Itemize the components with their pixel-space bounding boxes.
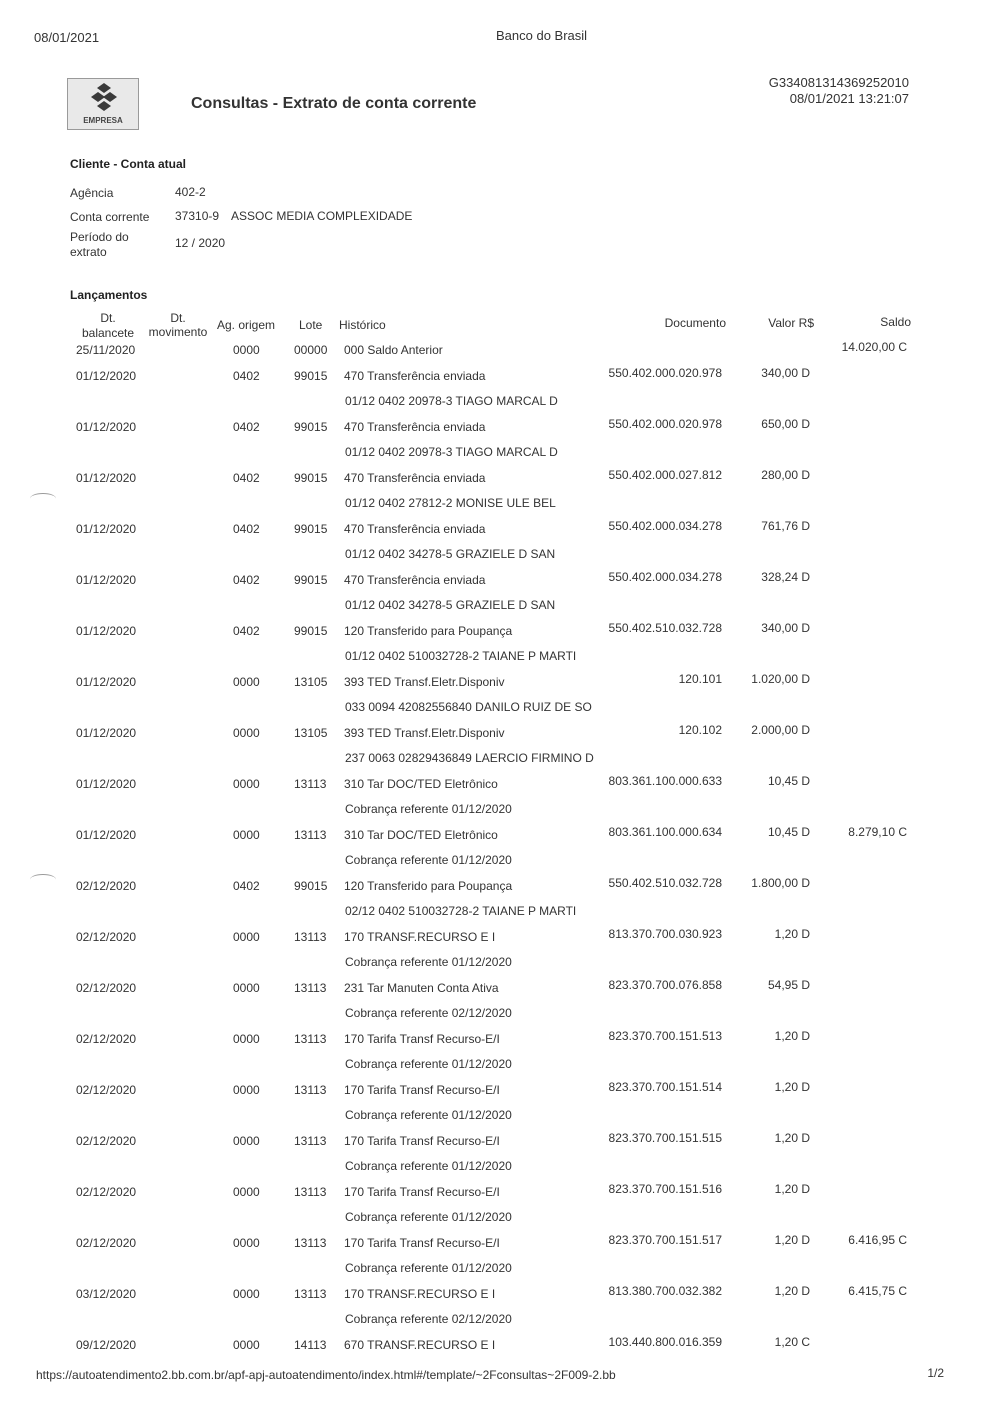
row-documento: 823.370.700.151.517: [608, 1233, 722, 1247]
row-detail: 02/12 0402 510032728-2 TAIANE P MARTI: [345, 904, 577, 918]
col-ag-origem: Ag. origem: [217, 318, 276, 332]
row-valor: 1,20 D: [774, 1080, 810, 1094]
col-dt-balancete-line2: balancete: [81, 326, 135, 340]
row-ag-origem: 0000: [233, 930, 260, 944]
row-documento: 813.370.700.030.923: [608, 927, 722, 941]
row-historico: 170 TRANSF.RECURSO E I: [344, 1287, 496, 1301]
row-ag-origem: 0000: [233, 1185, 260, 1199]
page-title: Consultas - Extrato de conta corrente: [191, 95, 477, 112]
row-documento: 550.402.000.034.278: [608, 570, 722, 584]
row-documento: 103.440.800.016.359: [608, 1335, 722, 1349]
row-valor: 340,00 D: [761, 621, 810, 635]
footer-url: https://autoatendimento2.bb.com.br/apf-apj-autoatendimento/index.html#/template/~2Fconsultas~2F009-2.bb: [36, 1368, 616, 1382]
row-documento: 813.380.700.032.382: [608, 1284, 722, 1298]
row-valor: 1,20 D: [774, 1131, 810, 1145]
col-saldo: Saldo: [880, 315, 911, 329]
row-detail: Cobrança referente 01/12/2020: [345, 1057, 512, 1071]
row-date: 02/12/2020: [76, 981, 137, 995]
bank-logo: [67, 78, 139, 130]
row-ag-origem: 0000: [233, 1236, 260, 1250]
row-lote: 13113: [294, 1287, 327, 1301]
row-ag-origem: 0000: [233, 675, 260, 689]
row-historico: 470 Transferência enviada: [344, 471, 486, 485]
row-valor: 280,00 D: [761, 468, 810, 482]
row-historico: 470 Transferência enviada: [344, 420, 486, 434]
row-documento: 823.370.700.151.516: [608, 1182, 722, 1196]
row-valor: 1,20 D: [774, 1029, 810, 1043]
col-documento: Documento: [664, 316, 726, 330]
row-documento: 823.370.700.151.514: [608, 1080, 722, 1094]
auth-code: G334081314369252010: [768, 75, 909, 90]
row-valor: 1,20 D: [774, 1233, 810, 1247]
row-historico: 470 Transferência enviada: [344, 573, 486, 587]
row-date: 01/12/2020: [76, 420, 137, 434]
row-valor: 340,00 D: [761, 366, 810, 380]
row-date: 01/12/2020: [76, 573, 137, 587]
row-lote: 13113: [294, 828, 327, 842]
row-ag-origem: 0402: [233, 420, 260, 434]
scan-mark: [30, 874, 56, 885]
row-documento: 550.402.000.034.278: [608, 519, 722, 533]
row-lote: 99015: [294, 369, 328, 383]
row-detail: Cobrança referente 01/12/2020: [345, 1210, 512, 1224]
row-date: 02/12/2020: [76, 930, 137, 944]
row-date: 01/12/2020: [76, 726, 137, 740]
row-lote: 99015: [294, 879, 328, 893]
row-detail: Cobrança referente 01/12/2020: [345, 1159, 512, 1173]
row-lote: 99015: [294, 420, 328, 434]
row-lote: 99015: [294, 471, 328, 485]
row-date: 03/12/2020: [76, 1287, 137, 1301]
row-saldo: 14.020,00 C: [841, 340, 907, 354]
row-date: 01/12/2020: [76, 369, 137, 383]
row-ag-origem: 0000: [233, 343, 260, 357]
row-saldo: 6.416,95 C: [848, 1233, 907, 1247]
col-dt-movimento-line2: movimento: [148, 325, 208, 339]
row-ag-origem: 0000: [233, 1287, 260, 1301]
row-lote: 13105: [294, 675, 328, 689]
auth-datetime: 08/01/2021 13:21:07: [789, 91, 909, 106]
row-date: 01/12/2020: [76, 624, 137, 638]
row-date: 02/12/2020: [76, 1134, 137, 1148]
row-valor: 1.020,00 D: [751, 672, 810, 686]
row-date: 02/12/2020: [76, 1083, 137, 1097]
row-lote: 13113: [294, 1236, 327, 1250]
row-documento: 120.102: [678, 723, 722, 737]
row-date: 01/12/2020: [76, 777, 137, 791]
row-ag-origem: 0000: [233, 1083, 260, 1097]
row-valor: 2.000,00 D: [751, 723, 810, 737]
row-historico: 310 Tar DOC/TED Eletrônico: [344, 777, 498, 791]
row-detail: 01/12 0402 34278-5 GRAZIELE D SAN: [345, 547, 556, 561]
conta-value: 37310-9: [175, 209, 220, 223]
row-documento: 803.361.100.000.633: [608, 774, 722, 788]
row-detail: 01/12 0402 20978-3 TIAGO MARCAL D: [345, 394, 558, 408]
row-valor: 10,45 D: [767, 825, 810, 839]
row-historico: 470 Transferência enviada: [344, 522, 486, 536]
row-detail: Cobrança referente 01/12/2020: [345, 853, 512, 867]
row-lote: 13113: [294, 930, 327, 944]
col-dt-balancete-line1: Dt.: [100, 311, 116, 325]
row-documento: 803.361.100.000.634: [608, 825, 722, 839]
row-ag-origem: 0402: [233, 369, 260, 383]
logo-caption: EMPRESA: [83, 116, 123, 125]
row-historico: 393 TED Transf.Eletr.Disponiv: [344, 675, 505, 689]
row-lote: 13113: [294, 1032, 327, 1046]
periodo-label-line1: Período do: [70, 230, 129, 244]
row-ag-origem: 0402: [233, 522, 260, 536]
scan-mark: [30, 493, 56, 504]
row-lote: 13113: [294, 1185, 327, 1199]
row-valor: 328,24 D: [761, 570, 810, 584]
agencia-value: 402-2: [175, 185, 206, 199]
row-detail: Cobrança referente 02/12/2020: [345, 1312, 512, 1326]
row-ag-origem: 0000: [233, 726, 260, 740]
periodo-label-line2: extrato: [70, 245, 107, 259]
row-saldo: 6.415,75 C: [848, 1284, 907, 1298]
row-ag-origem: 0000: [233, 1134, 260, 1148]
lancamentos-section-title: Lançamentos: [70, 288, 148, 302]
row-detail: 01/12 0402 34278-5 GRAZIELE D SAN: [345, 598, 556, 612]
row-documento: 550.402.000.027.812: [608, 468, 722, 482]
row-documento: 550.402.000.020.978: [608, 366, 722, 380]
row-valor: 1,20 D: [774, 927, 810, 941]
row-valor: 1.800,00 D: [751, 876, 810, 890]
row-historico: 170 Tarifa Transf Recurso-E/I: [344, 1185, 500, 1199]
row-detail: 01/12 0402 27812-2 MONISE ULE BEL: [345, 496, 556, 510]
row-documento: 823.370.700.151.515: [608, 1131, 722, 1145]
row-historico: 170 TRANSF.RECURSO E I: [344, 930, 496, 944]
row-detail: Cobrança referente 01/12/2020: [345, 1261, 512, 1275]
row-lote: 13113: [294, 1134, 327, 1148]
row-date: 25/11/2020: [76, 343, 136, 357]
row-date: 01/12/2020: [76, 522, 137, 536]
row-date: 01/12/2020: [76, 471, 137, 485]
row-lote: 13113: [294, 1083, 327, 1097]
row-valor: 1,20 D: [774, 1182, 810, 1196]
row-lote: 13105: [294, 726, 328, 740]
col-historico: Histórico: [339, 318, 386, 332]
row-detail: 033 0094 42082556840 DANILO RUIZ DE SO: [345, 700, 592, 714]
row-date: 02/12/2020: [76, 1236, 137, 1250]
periodo-value: 12 / 2020: [175, 236, 226, 250]
row-lote: 99015: [294, 522, 328, 536]
col-valor: Valor R$: [768, 316, 814, 330]
row-lote: 14113: [294, 1338, 327, 1352]
row-ag-origem: 0402: [233, 879, 260, 893]
row-historico: 120 Transferido para Poupança: [344, 624, 513, 638]
row-date: 02/12/2020: [76, 879, 137, 893]
row-valor: 54,95 D: [767, 978, 810, 992]
row-detail: 01/12 0402 510032728-2 TAIANE P MARTI: [345, 649, 577, 663]
bank-name: Banco do Brasil: [496, 28, 588, 43]
row-valor: 761,76 D: [761, 519, 810, 533]
col-lote: Lote: [299, 318, 323, 332]
row-lote: 00000: [294, 343, 328, 357]
titular-name: ASSOC MEDIA COMPLEXIDADE: [231, 209, 413, 223]
col-dt-movimento-line1: Dt.: [170, 311, 186, 325]
row-valor: 10,45 D: [767, 774, 810, 788]
agencia-label: Agência: [70, 186, 114, 200]
row-historico: 470 Transferência enviada: [344, 369, 486, 383]
bb-logo-icon: [90, 83, 118, 113]
row-historico: 393 TED Transf.Eletr.Disponiv: [344, 726, 505, 740]
row-date: 01/12/2020: [76, 828, 137, 842]
row-ag-origem: 0402: [233, 624, 260, 638]
row-documento: 823.370.700.151.513: [608, 1029, 722, 1043]
row-date: 01/12/2020: [76, 675, 137, 689]
row-documento: 550.402.510.032.728: [608, 876, 722, 890]
row-ag-origem: 0000: [233, 828, 260, 842]
row-ag-origem: 0402: [233, 573, 260, 587]
row-historico: 170 Tarifa Transf Recurso-E/I: [344, 1083, 500, 1097]
row-historico: 170 Tarifa Transf Recurso-E/I: [344, 1134, 500, 1148]
row-detail: Cobrança referente 01/12/2020: [345, 1108, 512, 1122]
row-historico: 120 Transferido para Poupança: [344, 879, 513, 893]
row-documento: 550.402.000.020.978: [608, 417, 722, 431]
row-detail: 237 0063 02829436849 LAERCIO FIRMINO D: [345, 751, 594, 765]
row-date: 02/12/2020: [76, 1185, 137, 1199]
row-ag-origem: 0000: [233, 1032, 260, 1046]
row-historico: 670 TRANSF.RECURSO E I: [344, 1338, 496, 1352]
row-saldo: 8.279,10 C: [848, 825, 907, 839]
row-detail: Cobrança referente 01/12/2020: [345, 802, 512, 816]
row-historico: 000 Saldo Anterior: [344, 343, 443, 357]
row-historico: 310 Tar DOC/TED Eletrônico: [344, 828, 498, 842]
conta-label: Conta corrente: [70, 210, 150, 224]
row-historico: 170 Tarifa Transf Recurso-E/I: [344, 1236, 500, 1250]
row-ag-origem: 0000: [233, 981, 260, 995]
row-lote: 99015: [294, 624, 328, 638]
row-documento: 120.101: [678, 672, 722, 686]
row-ag-origem: 0000: [233, 777, 260, 791]
row-detail: Cobrança referente 02/12/2020: [345, 1006, 512, 1020]
row-date: 02/12/2020: [76, 1032, 137, 1046]
row-valor: 650,00 D: [761, 417, 810, 431]
row-historico: 231 Tar Manuten Conta Ativa: [344, 981, 499, 995]
row-lote: 13113: [294, 777, 327, 791]
row-valor: 1,20 C: [774, 1335, 810, 1349]
page-number: 1/2: [927, 1366, 944, 1380]
row-valor: 1,20 D: [774, 1284, 810, 1298]
client-section-title: Cliente - Conta atual: [70, 157, 187, 171]
row-ag-origem: 0402: [233, 471, 260, 485]
print-date: 08/01/2021: [34, 30, 100, 45]
row-ag-origem: 0000: [233, 1338, 260, 1352]
row-historico: 170 Tarifa Transf Recurso-E/I: [344, 1032, 500, 1046]
row-lote: 13113: [294, 981, 327, 995]
row-documento: 823.370.700.076.858: [608, 978, 722, 992]
row-lote: 99015: [294, 573, 328, 587]
row-date: 09/12/2020: [76, 1338, 137, 1352]
row-documento: 550.402.510.032.728: [608, 621, 722, 635]
row-detail: Cobrança referente 01/12/2020: [345, 955, 512, 969]
row-detail: 01/12 0402 20978-3 TIAGO MARCAL D: [345, 445, 558, 459]
